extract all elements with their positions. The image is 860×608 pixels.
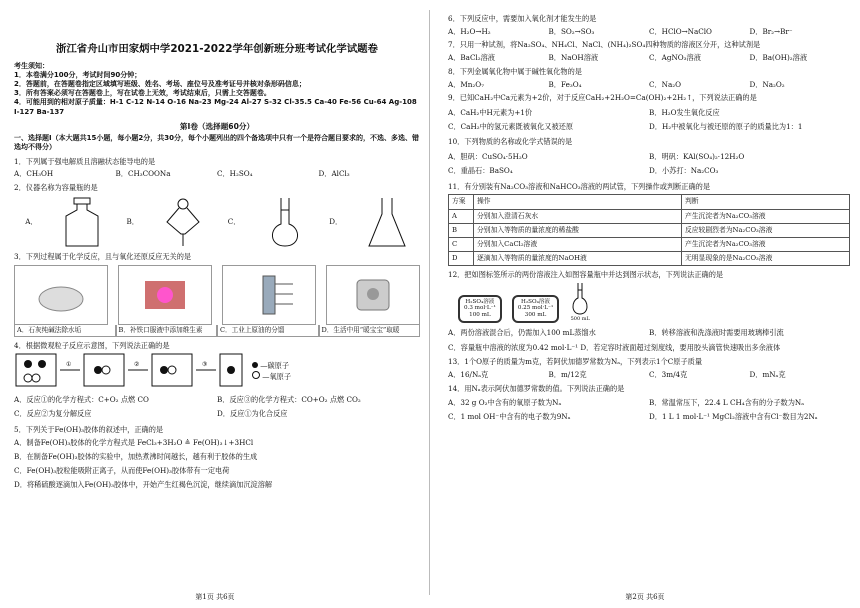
q5-option-c: C．Fe(OH)₃胶粒能吸附正离子，从而使Fe(OH)₃胶体带有一定电荷 bbox=[14, 465, 230, 475]
q4-legend bbox=[252, 361, 291, 381]
q11-cell: 分别加入CaCl₂溶液 bbox=[474, 237, 682, 251]
note-4: 4．可能用到的相对原子质量：H-1 C-12 N-14 O-16 Na-23 Mg-24 Al-27 S-32 Cl-35.5 Ca-40 Fe-56 Cu-64 Ag-108 I-127 Ba-137 bbox=[14, 98, 417, 116]
q12-bottle-label-1 bbox=[458, 295, 502, 323]
section-title: 第Ⅰ卷（选择题60分） bbox=[179, 121, 255, 131]
q9-option-a: A．CaH₂中H元素为+1价 bbox=[448, 108, 533, 118]
flask-volume-label: 500 mL bbox=[570, 315, 590, 322]
q11-cell: A bbox=[449, 209, 474, 223]
svg-text:②: ② bbox=[134, 361, 140, 369]
page-1-content bbox=[14, 42, 420, 493]
q4-options bbox=[14, 393, 420, 420]
q9-stem: 9．已知CaH₂中Ca元素为+2价，对于反应CaH₂+2H₂O=Ca(OH)₂+2H₂↑，下列说法正确的是 bbox=[448, 93, 757, 103]
page-1-footer: 第1页 共6页 bbox=[195, 593, 235, 601]
q5-option-a: A．制备Fe(OH)₃胶体的化学方程式是 FeCl₃+3H₂O ≜ Fe(OH)₃↓+3HCl bbox=[14, 438, 254, 448]
conical-flask-icon bbox=[365, 196, 409, 248]
oxygen-atom-icon bbox=[252, 371, 260, 379]
q10-option-a: A．胆矾：CuSO₄·5H₂O bbox=[448, 152, 528, 162]
q1-option-d: D．AlCl₃ bbox=[318, 169, 350, 179]
reagent-bottle-icon bbox=[60, 196, 104, 248]
q8-option-c: C．Na₂O bbox=[649, 79, 682, 89]
q11-table bbox=[448, 194, 850, 266]
page-2-footer: 第2页 共6页 bbox=[625, 593, 665, 601]
q11-cell: 分别加入澄清石灰水 bbox=[474, 209, 682, 223]
q7-options bbox=[448, 53, 850, 63]
q5-option-b: B．在制备Fe(OH)₃胶体的实验中，加热煮沸时间越长，越有利于胶体的生成 bbox=[14, 452, 258, 462]
q13-options bbox=[448, 370, 850, 380]
q7-option-b: B．NaOH溶液 bbox=[548, 53, 599, 63]
q12-bottle-label-2 bbox=[512, 295, 559, 323]
q11-header-operation: 操作 bbox=[474, 195, 682, 209]
q12-options bbox=[448, 326, 850, 340]
q3-image-a bbox=[14, 265, 108, 325]
reaction-diagram bbox=[14, 352, 244, 390]
q9-option-c: C．CaH₂中的氢元素既被氧化又被还原 bbox=[448, 121, 574, 131]
q1-option-b: B．CH₃COONa bbox=[115, 169, 171, 179]
q4-diagram bbox=[14, 352, 420, 390]
q6-option-a: A．H₂O→H₂ bbox=[448, 26, 491, 36]
q12-option-a: A．两份溶液混合后，仍需加入100 mL蒸馏水 bbox=[448, 327, 596, 337]
q2-label-c: C． bbox=[227, 217, 241, 227]
q2-label-d: D． bbox=[329, 217, 343, 227]
q1-stem: 1．下列属于强电解质且溶融状态能导电的是 bbox=[14, 156, 156, 166]
q8-option-d: D．Na₂O₂ bbox=[749, 79, 785, 89]
label1-volume: 100 mL bbox=[469, 311, 491, 318]
q13-option-c: C．3m/4克 bbox=[649, 369, 688, 379]
page-2 bbox=[430, 0, 860, 608]
kettle-scale-icon bbox=[31, 275, 91, 315]
q8-option-a: A．Mn₂O₇ bbox=[448, 79, 485, 89]
q8-options bbox=[448, 80, 850, 90]
table-row bbox=[449, 209, 850, 223]
label2-volume: 300 mL bbox=[524, 311, 547, 318]
q11-cell: 反应较剧烈者为Na₂CO₃溶液 bbox=[681, 223, 849, 237]
q2-label-a: A． bbox=[25, 217, 38, 227]
q3-image-c bbox=[222, 265, 316, 325]
q5-stem: 5．下列关于Fe(OH)₃胶体的叙述中，正确的是 bbox=[14, 424, 164, 434]
q14-option-a: A．32 g O₂中含有的氧原子数为Nₐ bbox=[448, 398, 562, 408]
q6-stem: 6．下列反应中，需要加入氧化剂才能发生的是 bbox=[448, 14, 597, 23]
label2-solute: H₂SO₄溶液 bbox=[521, 298, 550, 305]
exam-notes bbox=[14, 62, 420, 117]
q11-cell: 产生沉淀者为Na₂CO₃溶液 bbox=[681, 237, 849, 251]
q3-caption-a: A．石灰纯碱法除水垢 bbox=[14, 325, 116, 337]
q10-stem: 10．下列物质的名称或化学式错误的是 bbox=[448, 137, 573, 147]
q7-option-a: A．BaCl₂溶液 bbox=[448, 53, 495, 63]
q10-option-b: B．明矾：KAl(SO₄)₂·12H₂O bbox=[649, 152, 745, 162]
separatory-funnel-icon bbox=[161, 196, 205, 248]
q6-options bbox=[448, 27, 850, 37]
page-2-content bbox=[448, 10, 850, 427]
label1-solute: H₂SO₄溶液 bbox=[465, 298, 495, 305]
q10-options bbox=[448, 150, 850, 177]
table-row bbox=[449, 252, 850, 266]
q8-stem: 8．下列金属氧化物中属于碱性氧化物的是 bbox=[448, 66, 582, 76]
iron-supplement-icon bbox=[135, 275, 195, 315]
q3-caption-c: C．工业上原油的分馏 bbox=[217, 325, 319, 337]
hand-warmer-icon bbox=[343, 272, 403, 318]
q3-images bbox=[14, 265, 420, 325]
q11-cell: D bbox=[449, 252, 474, 266]
q13-option-a: A．16/Nₐ克 bbox=[448, 369, 489, 379]
notes-heading: 考生须知： bbox=[14, 62, 49, 71]
volumetric-flask-icon bbox=[569, 282, 591, 316]
q2-label-b: B． bbox=[126, 217, 139, 227]
q3-caption-d: D．生活中用“暖宝宝”取暖 bbox=[319, 325, 421, 337]
q3-image-b bbox=[118, 265, 212, 325]
q11-stem: 11．有分别装有Na₂CO₃溶液和NaHCO₃溶液的两试管，下列操作或判断正确的是 bbox=[448, 181, 711, 191]
q7-option-c: C．AgNO₃溶液 bbox=[649, 53, 701, 63]
q14-stem: 14．用Nₐ表示阿伏加德罗常数的值。下列说法正确的是 bbox=[448, 383, 625, 393]
q12-flask bbox=[569, 282, 591, 323]
table-row bbox=[449, 223, 850, 237]
q12-option-cd bbox=[448, 343, 850, 353]
q4-option-b: B．反应③的化学方程式：CO+O₂ 点燃 CO₂ bbox=[217, 395, 361, 405]
q13-option-b: B．m/12克 bbox=[548, 369, 587, 379]
label1-concentration: 0.3 mol·L⁻¹ bbox=[464, 305, 496, 312]
q11-cell: 产生沉淀者为Na₂CO₃溶液 bbox=[681, 209, 849, 223]
q3-image-d bbox=[326, 265, 420, 325]
q11-cell: 逐滴加入等物质的量浓度的NaOH液 bbox=[474, 252, 682, 266]
q14-option-c: C．1 mol OH⁻中含有的电子数为9Nₐ bbox=[448, 411, 571, 421]
q3-stem: 3．下列过程属于化学反应，且与氧化还原反应无关的是 bbox=[14, 251, 192, 261]
q11-header-row bbox=[449, 195, 850, 209]
q4-stem: 4．根据微观粒子反应示意图，下列说法正确的是 bbox=[14, 340, 170, 350]
legend-oxygen: —氧原子 bbox=[262, 371, 292, 381]
q11-cell: 分别加入等物质的量浓度的稀盐酸 bbox=[474, 223, 682, 237]
section-desc: 一、选择题Ⅰ（本大题共15小题，每小题2分，共30分，每个小题列出的四个备选项中只有一个是符合题目要求的，不选、多选、错选均不得分） bbox=[14, 133, 419, 152]
q4-option-c: C．反应②为复分解反应 bbox=[14, 408, 92, 418]
q12-stem: 12．把如图标签所示的两份溶液注入如图容量瓶中并达到图示状态，下列说法正确的是 bbox=[448, 270, 724, 280]
note-1: 1．本卷满分100分，考试时间90分钟； bbox=[14, 71, 142, 80]
q10-option-d: D．小苏打：Na₂CO₃ bbox=[649, 165, 719, 175]
q6-option-d: D．Br₂→Br⁻ bbox=[749, 26, 793, 36]
exam-title: 浙江省舟山市田家炳中学2021-2022学年创新班分班考试化学试题卷 bbox=[56, 43, 378, 55]
q5-option-d: D．将稀硫酸逐滴加入Fe(OH)₃胶体中，开始产生红褐色沉淀，继续滴加沉淀溶解 bbox=[14, 479, 273, 489]
svg-text:③: ③ bbox=[202, 361, 208, 369]
q1-option-c: C．H₂SO₄ bbox=[217, 169, 253, 179]
q11-cell: C bbox=[449, 237, 474, 251]
q11-cell: 无明显现象的是Na₂CO₃溶液 bbox=[681, 252, 849, 266]
note-3: 3．所有答案必须写在答题卷上，写在试卷上无效，考试结束后，只需上交答题卷。 bbox=[14, 89, 271, 98]
q8-option-b: B．Fe₃O₄ bbox=[548, 79, 582, 89]
q9-options bbox=[448, 106, 850, 133]
fractionating-tower-icon bbox=[239, 272, 299, 318]
q12-figure bbox=[458, 282, 850, 323]
q3-captions bbox=[14, 325, 420, 337]
q6-option-c: C．HClO→NaClO bbox=[649, 26, 712, 36]
table-row bbox=[449, 237, 850, 251]
q2-apparatus bbox=[14, 196, 420, 248]
q4-option-a: A．反应①的化学方程式：C+O₂ 点燃 CO bbox=[14, 395, 149, 405]
q9-option-d: D．H₂中被氧化与被还原的原子的质量比为1：1 bbox=[649, 121, 803, 131]
q10-option-c: C．重晶石：BaSO₄ bbox=[448, 165, 513, 175]
volumetric-flask-icon bbox=[263, 196, 307, 248]
q6-option-b: B．SO₂→SO₃ bbox=[548, 26, 595, 36]
q11-header-plan: 方案 bbox=[449, 195, 474, 209]
q1-options bbox=[14, 169, 420, 179]
q11-cell: B bbox=[449, 223, 474, 237]
q12-option-b: B．转移溶液和洗涤液时需要用玻璃棒引流 bbox=[649, 327, 784, 337]
q1-option-a: A．CH₃OH bbox=[14, 169, 54, 179]
q2-stem: 2．仪器名称为容量瓶的是 bbox=[14, 183, 98, 193]
svg-text:①: ① bbox=[66, 361, 72, 369]
q14-option-d: D．1 L 1 mol·L⁻¹ MgCl₂溶液中含有Cl⁻数目为2Nₐ bbox=[649, 411, 818, 421]
legend-carbon: —碳原子 bbox=[260, 361, 290, 370]
q13-option-d: D．mNₐ克 bbox=[749, 369, 786, 379]
q12-option-c: C．容量瓶中溶液的浓度为0.42 mol·L⁻¹ bbox=[448, 343, 579, 353]
q9-option-b: B．H₂O发生氧化反应 bbox=[649, 108, 720, 118]
q4-option-d: D．反应①为化合反应 bbox=[217, 408, 288, 418]
note-2: 2．答题前，在答题卷指定区域填写班级、姓名、考场、座位号及准考证号并核对条形码信息； bbox=[14, 80, 306, 89]
q11-header-judgement: 判断 bbox=[681, 195, 849, 209]
label2-concentration: 0.25 mol·L⁻¹ bbox=[517, 305, 554, 312]
q7-option-d: D．Ba(OH)₂溶液 bbox=[749, 53, 808, 63]
q7-stem: 7．只用一种试剂，将Na₂SO₄、NH₄Cl、NaCl、(NH₄)₂SO₄四种物质的溶液区分开，这种试剂是 bbox=[448, 40, 761, 50]
q14-options bbox=[448, 396, 850, 423]
q13-stem: 13．1个O原子的质量为m克，若阿伏加德罗常数为Nₐ，下列表示1个C原子质量 bbox=[448, 357, 703, 367]
q3-caption-b: B．补铁口服液中添加维生素 bbox=[116, 325, 218, 337]
carbon-atom-icon bbox=[252, 362, 258, 368]
q12-option-d: D．若定容时液面超过刻度线，要用胶头滴管快速吸出多余液体 bbox=[580, 343, 781, 353]
q14-option-b: B．常温常压下，22.4 L CH₄含有的分子数为Nₐ bbox=[649, 398, 804, 408]
